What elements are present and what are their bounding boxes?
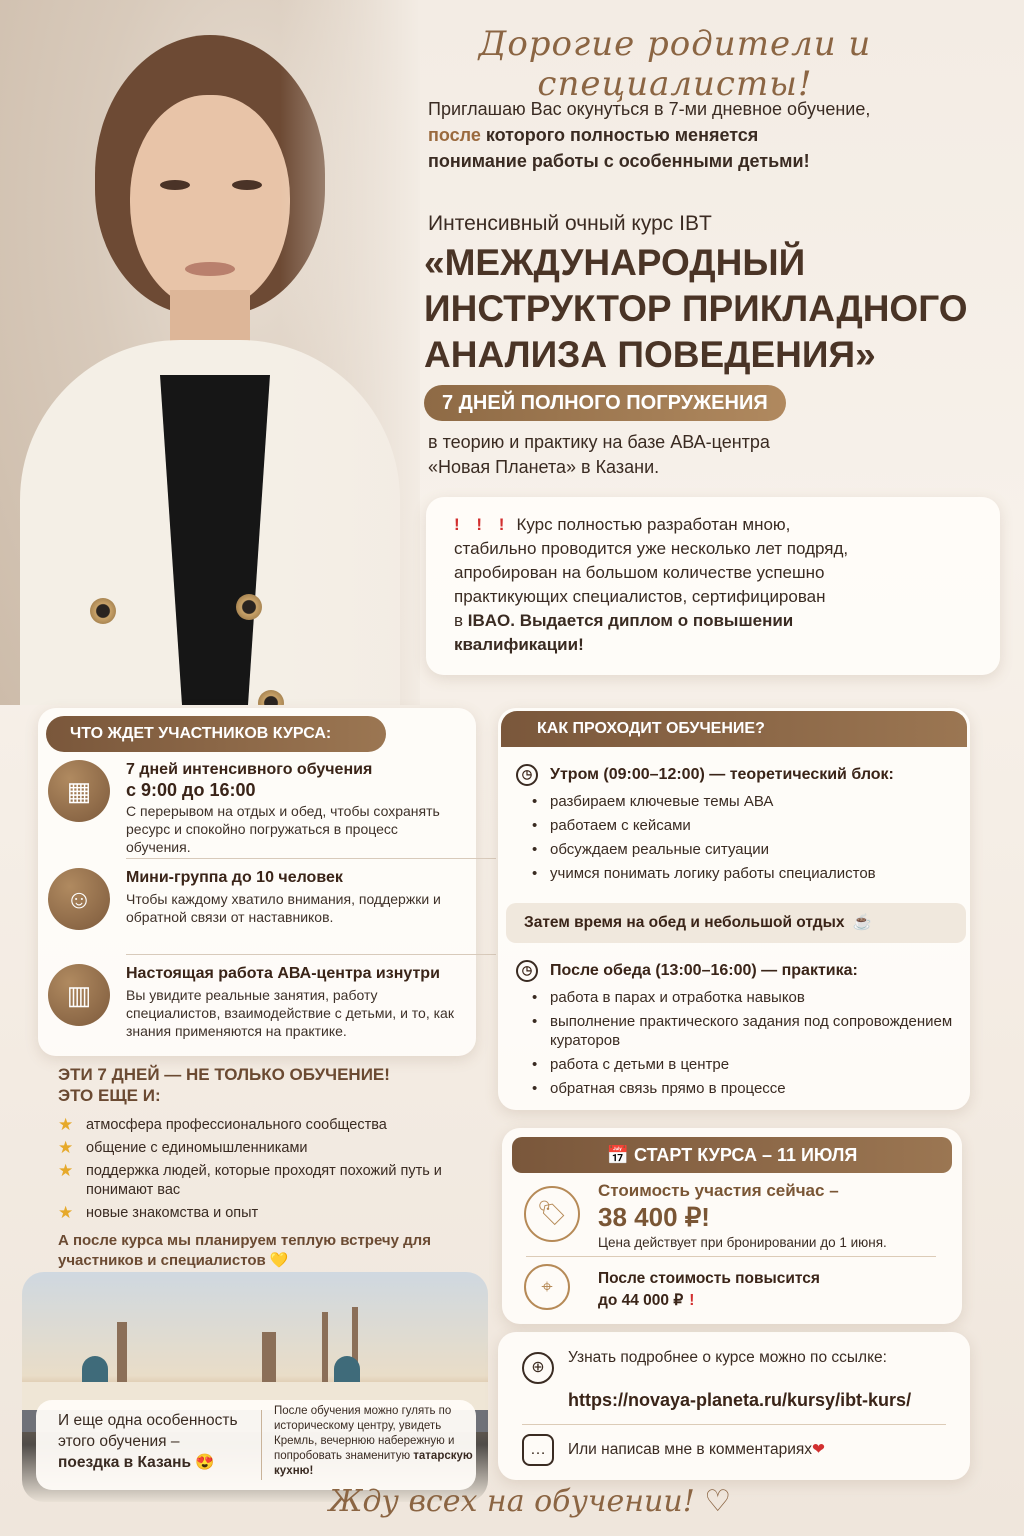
schedule-card [498,708,970,1110]
kazan-caption: И еще одна особенность этого обучения – поездка в Казань 😍 После обучения можно гулять по историческому центру, увидеть Кремль, вечернюю набережную и попробовать знаменитую татарскую кухню! [36,1400,476,1490]
clock-icon: ◷ [516,764,538,786]
lunch-note: Затем время на обед и небольшой отдых ☕ [506,903,966,943]
price-info: Стоимость участия сейчас – 38 400 ₽! Цена действует при бронировании до 1 июня. [598,1181,887,1250]
list-item: • обсуждаем реальные ситуации [532,840,966,859]
star-icon: ★ [58,1115,74,1134]
star-icon: ★ [58,1161,74,1180]
course-title: «МЕЖДУНАРОДНЫЙ ИНСТРУКТОР ПРИКЛАДНОГО АНАЛИЗА ПОВЕДЕНИЯ» [424,242,968,375]
participants-heading: ЧТО ЖДЕТ УЧАСТНИКОВ КУРСА: [46,716,386,752]
list-item: • выполнение практического задания под сопровождением кураторов [532,1012,966,1050]
price-increase-note: После стоимость повысится до 44 000 ₽ ! [598,1270,820,1309]
list-item: ★ поддержка людей, которые проходят похожий путь и понимают вас [58,1161,442,1198]
bonus-section: ЭТИ 7 ДНЕЙ — НЕ ТОЛЬКО ОБУЧЕНИЕ! ЭТО ЕЩЕ И: ★ атмосфера профессионального сообщества ★ общение с единомышленниками ★ поддержка людей, которые проходят похожий путь и понимают вас ★ новые знакомства и опыт А после курса мы планируем теплую встречу для участников и специалистов 💛 [58,1064,478,1271]
participants-card: ЧТО ЖДЕТ УЧАСТНИКОВ КУРСА: ▦ 7 дней интенсивного обучения с 9:00 до 16:00 С перерывом на отдых и обед, чтобы сохранять ресурс и спокойно погружаться в процесс обучения. ☺ Мини-группа до 10 человек Чтобы каждому хватило внимания, поддержки и обратной связи от наставников. ▥ Настоящая работа АВА-центра изнутри Вы увидите реальные занятия, работу специалистов, взаимодействие с детьми, и то, как знания применяются на практике. [38,708,476,1056]
closing-script: Жду всех на обучении! ♡ [328,1484,732,1519]
greeting-title: Дорогие родители и специалисты! [478,24,872,104]
heart-icon: ❤ [812,1441,826,1458]
schedule-heading: КАК ПРОХОДИТ ОБУЧЕНИЕ? [501,711,967,747]
calendar-icon: ▦ [48,760,110,822]
exclamation-icon: ! ! ! [454,515,511,534]
star-icon: ★ [58,1138,74,1157]
cup-icon: ☕ [852,914,872,931]
list-item: • работа в парах и отработка навыков [532,988,966,1007]
clock-icon: ◷ [516,960,538,982]
building-icon: ▥ [48,964,110,1026]
group-icon: ☺ [48,868,110,930]
course-notice-card: ! ! ! Курс полностью разработан мною, стабильно проводится уже несколько лет подряд, апробирован на большом количестве успешно практикующих специалистов, сертифицирован в IBAO. Выдается диплом о повышении квалификации! [426,497,1000,675]
after-course-note: А после курса мы планируем теплую встречу для участников и специалистов 💛 [58,1232,431,1269]
list-item: • работа с детьми в центре [532,1055,966,1074]
course-location-text: в теорию и практику на базе АВА-центра «Новая Планета» в Казани. [428,432,770,477]
star-icon: ★ [58,1203,74,1222]
list-item: • работаем с кейсами [532,816,966,835]
contact-card: ⊕ Узнать подробнее о курсе можно по ссылке: https://novaya-planeta.ru/kursy/ibt-kurs/ … Или написав мне в комментариях❤ [498,1332,970,1480]
globe-icon: ⊕ [522,1352,554,1384]
price-tag-icon: 🏷 [524,1186,580,1242]
immersion-badge: 7 ДНЕЙ ПОЛНОГО ПОГРУЖЕНИЯ [424,385,786,421]
list-item: ★ общение с единомышленниками [58,1138,308,1157]
afternoon-block: ◷ После обеда (13:00–16:00) — практика: • работа в парах и отработка навыков • выполнение практического задания под сопровождением кураторов • работа с детьми в центре • обратная связь прямо в процессе [516,960,966,1103]
list-item: ★ атмосфера профессионального сообщества [58,1115,387,1134]
portrait-photo [0,0,420,705]
list-item: • учимся понимать логику работы специалистов [532,864,966,883]
list-item: • разбираем ключевые темы АВА [532,792,966,811]
start-heading: 📅 СТАРТ КУРСА – 11 ИЮЛЯ [512,1137,952,1173]
course-link[interactable]: https://novaya-planeta.ru/kursy/ibt-kurs/ [568,1390,912,1410]
morning-block: ◷ Утром (09:00–12:00) — теоретический блок: • разбираем ключевые темы АВА • работаем с кейсами • обсуждаем реальные ситуации • учимся понимать логику работы специалистов [516,764,966,888]
location-pin-icon: ⌖ [524,1264,570,1310]
course-subtitle: Интенсивный очный курс IBT [428,212,712,235]
comment-icon: … [522,1434,554,1466]
start-card [502,1128,962,1324]
list-item: ★ новые знакомства и опыт [58,1203,259,1222]
list-item: • обратная связь прямо в процессе [532,1079,966,1098]
intro-text: Приглашаю Вас окунуться в 7-ми дневное обучение, после которого полностью меняется понимание работы с особенными детьми! [428,99,871,171]
